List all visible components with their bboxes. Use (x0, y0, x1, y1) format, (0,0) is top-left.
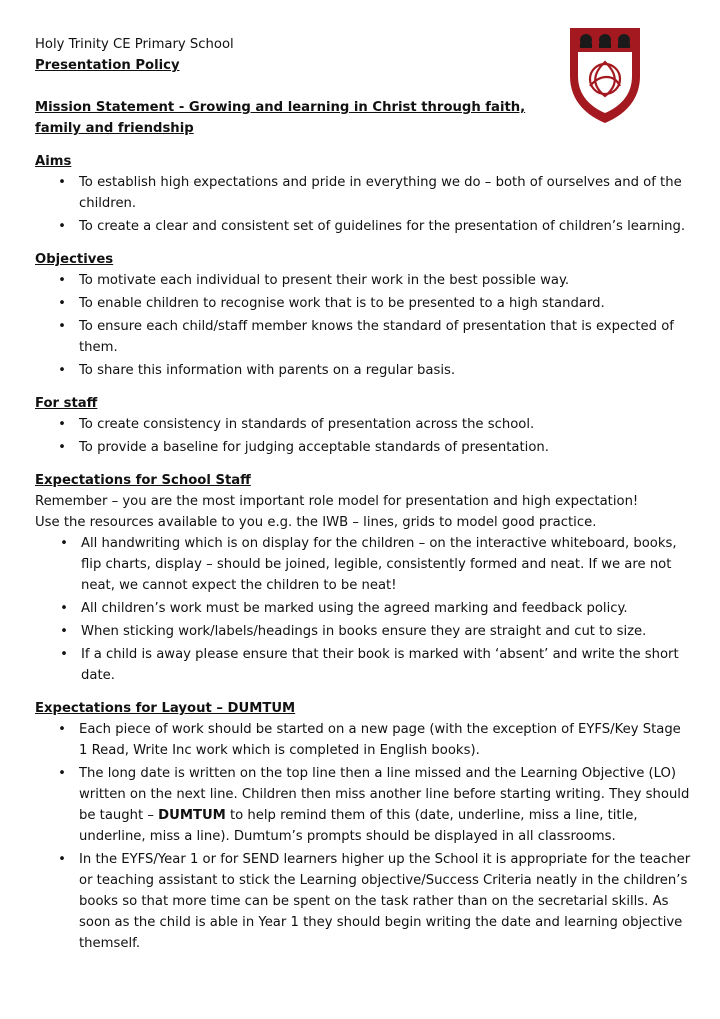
bullet-icon: • (58, 852, 66, 867)
bullet-icon: • (58, 219, 66, 234)
expectations-staff-intro-2: Use the resources available to you e.g. the IWB – lines, grids to model good practice. (35, 515, 597, 530)
list-item: • When sticking work/labels/headings in books ensure they are straight and cut to size. (35, 621, 695, 642)
aims-section (35, 151, 695, 237)
list-item: • To ensure each child/staff member knows the standard of presentation that is expected of them. (35, 316, 695, 358)
objectives-section (35, 249, 695, 381)
policy-title: Presentation Policy (35, 58, 180, 73)
bullet-icon: • (58, 417, 66, 432)
bullet-icon: • (60, 601, 68, 616)
bullet-icon: • (58, 296, 66, 311)
bullet-icon: • (58, 440, 66, 455)
list-item: • To create a clear and consistent set of guidelines for the presentation of children’s learning. (35, 216, 695, 237)
expectations-staff-intro-1: Remember – you are the most important role model for presentation and high expectation! (35, 494, 639, 509)
school-name: Holy Trinity CE Primary School (35, 37, 234, 52)
expectations-staff-heading: Expectations for School Staff (35, 473, 251, 488)
list-item: • All children’s work must be marked using the agreed marking and feedback policy. (35, 598, 695, 619)
bullet-icon: • (58, 722, 66, 737)
bullet-icon: • (60, 624, 68, 639)
list-item: • To share this information with parents on a regular basis. (35, 360, 695, 381)
list-item: • The long date is written on the top line then a line missed and the Learning Objective (LO) written on the next line. Children then miss another line before starting writing. They should be taught – DUMTUM to help remind them of this (date, underline, miss a line, title, underline, miss a line). Dumtum’s prompts should be displayed in all classrooms. (35, 763, 695, 847)
list-item: • To enable children to recognise work that is to be presented to a high standard. (35, 293, 695, 314)
list-item: • To provide a baseline for judging acceptable standards of presentation. (35, 437, 695, 458)
list-item: • All handwriting which is on display for the children – on the interactive whiteboard, books, flip charts, display – should be joined, legible, consistently formed and neat. If we are not neat, we cannot expect the children to be neat! (35, 533, 695, 596)
mission-statement: Mission Statement - Growing and learning in Christ through faith, family and friendship (35, 100, 526, 136)
bullet-icon: • (58, 363, 66, 378)
list-item: • Each piece of work should be started on a new page (with the exception of EYFS/Key Stage 1 Read, Write Inc work which is completed in English books). (35, 719, 695, 761)
bullet-icon: • (58, 273, 66, 288)
bullet-icon: • (60, 647, 68, 662)
dumtum-emphasis: DUMTUM (158, 808, 226, 823)
list-item: • To establish high expectations and pride in everything we do – both of ourselves and of the children. (35, 172, 695, 214)
expectations-staff-section (35, 470, 695, 686)
bullet-icon: • (58, 319, 66, 334)
expectations-layout-heading: Expectations for Layout – DUMTUM (35, 701, 296, 716)
expectations-layout-section (35, 698, 695, 954)
aims-heading: Aims (35, 154, 72, 169)
bullet-icon: • (60, 536, 68, 551)
list-item: • To create consistency in standards of presentation across the school. (35, 414, 695, 435)
for-staff-heading: For staff (35, 396, 98, 411)
objectives-heading: Objectives (35, 252, 114, 267)
policy-document (35, 34, 695, 956)
list-item: • In the EYFS/Year 1 or for SEND learners higher up the School it is appropriate for the teacher or teaching assistant to stick the Learning objective/Success Criteria neatly in the children’s books so that more time can be spent on the task rather than on the secretarial skills. As soon as the child is able in Year 1 they should begin writing the date and learning objective themself. (35, 849, 695, 954)
list-item: • If a child is away please ensure that their book is marked with ‘absent’ and write the short date. (35, 644, 695, 686)
bullet-icon: • (58, 766, 66, 781)
list-item: • To motivate each individual to present their work in the best possible way. (35, 270, 695, 291)
bullet-icon: • (58, 175, 66, 190)
for-staff-section (35, 393, 695, 458)
